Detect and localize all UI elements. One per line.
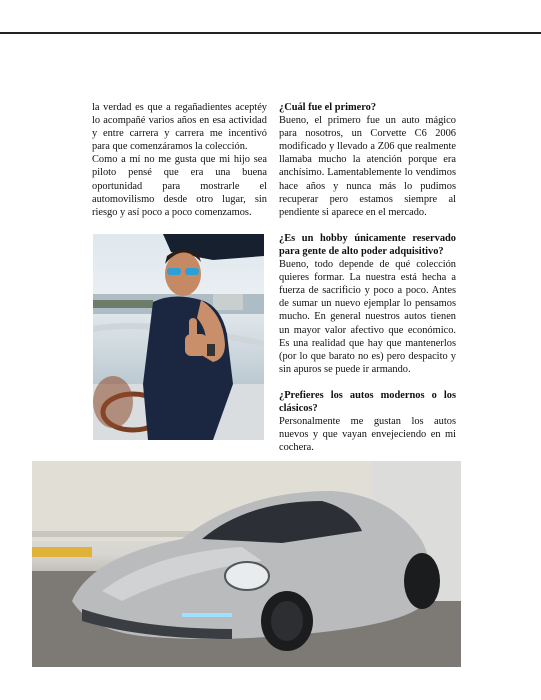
man-on-boat-photo [93, 234, 264, 440]
left-paragraph-1: la verdad es que a regañadientes aceptéy lo acompañé varios años en esa actividad y entre carrera y carrera me incentivó para que comenzáramos la colección. [92, 102, 267, 153]
question-1: ¿Cuál fue el primero? [279, 102, 377, 113]
answer-2: Bueno, todo depende de qué colección quieres formar. La nuestra está hecha a fuerza de sacrificio y poco a poco. Antes de sumar un nuevo ejemplar lo pensamos mucho. En general nuestros autos tienen un mayor valor afectivo que económico. Es una realidad que hay que mantenerlos (por lo que barato no es) pero despacito y sin apuros se puede ir armando. [279, 259, 456, 375]
answer-1: Bueno, el primero fue un auto mágico para nosotros, un Corvette C6 2006 modificado y llevado a Z06 que realmente llamaba mucho la atención porque era anchísimo. Lamentablemente lo vendimos hace años y nunca más lo pudimos recuperar pero estamos siempre al pendiente si aparece en el mercado. [279, 115, 456, 218]
left-paragraph-2: Como a mí no me gusta que mi hijo sea piloto pensé que era una buena oportunidad para mostrarle el automovilismo desde otro lugar, sin riesgo y así poco a poco comenzamos. [92, 154, 267, 218]
right-column [279, 101, 456, 454]
car-illustration [32, 461, 461, 667]
question-3: ¿Prefieres los autos modernos o los clásicos? [279, 389, 456, 414]
header-rule [0, 32, 541, 34]
question-2: ¿Es un hobby únicamente reservado para gente de alto poder adquisitivo? [279, 232, 456, 257]
man-on-boat-illustration [93, 234, 264, 440]
left-column [92, 101, 267, 219]
answer-3: Personalmente me gustan los autos nuevos y que vayan envejeciendo en mi cochera. [279, 416, 456, 454]
silver-sports-car-photo [32, 461, 461, 667]
